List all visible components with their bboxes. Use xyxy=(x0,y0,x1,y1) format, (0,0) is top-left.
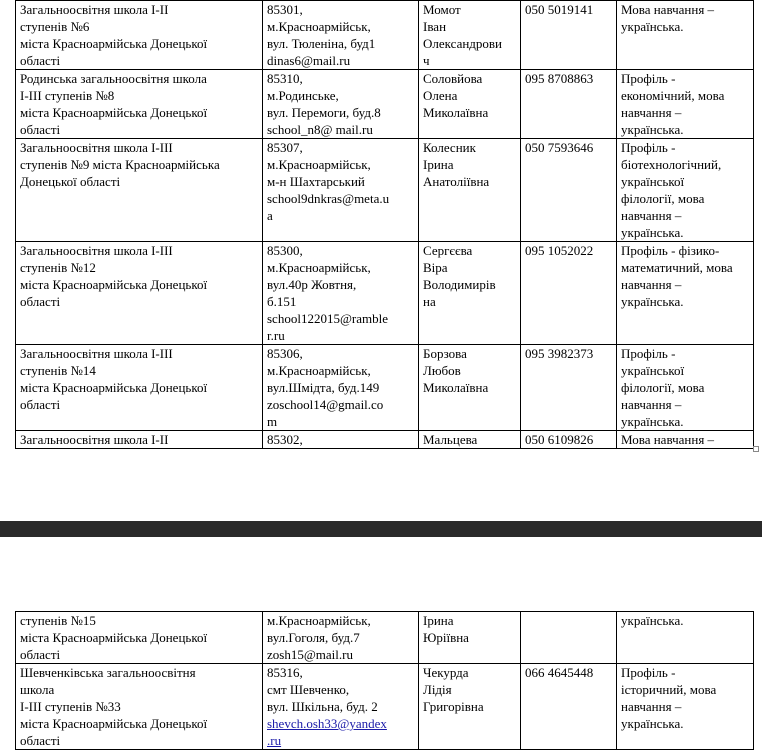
address-cell: 85300, м.Красноармійськ, вул.40р Жовтня, б.151 school122015@ramble r.ru xyxy=(263,242,419,345)
school-name-cell: Загальноосвітня школа І-ІІ xyxy=(16,431,263,449)
school-name-cell: Шевченківська загальноосвітня школа І-ІІІ ступенів №33 міста Красноармійська Донецької області xyxy=(16,664,263,750)
director-cell: Ірина Юріївна xyxy=(419,612,521,664)
director-cell: Момот Іван Олександрови ч xyxy=(419,1,521,70)
address-cell: 85306, м.Красноармійськ, вул.Шмідта, буд.149 zoschool14@gmail.co m xyxy=(263,345,419,431)
table-row xyxy=(16,664,754,750)
page-break-separator xyxy=(0,521,762,537)
table-row xyxy=(16,242,754,345)
profile-cell: Профіль - біотехнологічний, української філології, мова навчання – українська. xyxy=(617,139,754,242)
email-link-continued[interactable]: .ru xyxy=(267,733,282,748)
table-row xyxy=(16,70,754,139)
table-row xyxy=(16,612,754,664)
address-cell: м.Красноармійськ, вул.Гоголя, буд.7 zosh15@mail.ru xyxy=(263,612,419,664)
address-cell: 85310, м.Родинське, вул. Перемоги, буд.8 school_n8@ mail.ru xyxy=(263,70,419,139)
director-cell: Чекурда Лідія Григорівна xyxy=(419,664,521,750)
profile-cell: Профіль - історичний, мова навчання – українська. xyxy=(617,664,754,750)
address-cell: 85307, м.Красноармійськ, м-н Шахтарський school9dnkras@meta.u a xyxy=(263,139,419,242)
school-name-cell: ступенів №15 міста Красноармійська Донецької області xyxy=(16,612,263,664)
director-cell: Колесник Ірина Анатоліївна xyxy=(419,139,521,242)
profile-cell: Профіль - економічний, мова навчання – українська. xyxy=(617,70,754,139)
school-name-cell: Загальноосвітня школа І-ІІ ступенів №6 міста Красноармійська Донецької області xyxy=(16,1,263,70)
address-text: 85316, смт Шевченко, вул. Шкільна, буд. 2 xyxy=(267,665,378,714)
director-cell: Сергєєва Віра Володимирів на xyxy=(419,242,521,345)
phone-cell: 095 3982373 xyxy=(521,345,617,431)
phone-cell: 066 4645448 xyxy=(521,664,617,750)
school-name-cell: Загальноосвітня школа І-ІІІ ступенів №14 міста Красноармійська Донецької області xyxy=(16,345,263,431)
phone-cell xyxy=(521,612,617,664)
schools-table-page-1 xyxy=(15,0,754,449)
schools-table-page-2 xyxy=(15,611,754,750)
table-row xyxy=(16,431,754,449)
table-resize-handle[interactable] xyxy=(753,446,759,452)
table-row xyxy=(16,139,754,242)
address-cell: 85302, xyxy=(263,431,419,449)
school-name-cell: Загальноосвітня школа І-ІІІ ступенів №9 міста Красноармійська Донецької області xyxy=(16,139,263,242)
phone-cell: 095 8708863 xyxy=(521,70,617,139)
director-cell: Соловйова Олена Миколаївна xyxy=(419,70,521,139)
profile-cell: Профіль - української філології, мова навчання – українська. xyxy=(617,345,754,431)
profile-cell: Мова навчання – українська. xyxy=(617,1,754,70)
school-name-cell: Загальноосвітня школа І-ІІІ ступенів №12 міста Красноармійська Донецької області xyxy=(16,242,263,345)
phone-cell: 050 5019141 xyxy=(521,1,617,70)
address-cell xyxy=(263,664,419,750)
school-name-cell: Родинська загальноосвітня школа І-ІІІ ступенів №8 міста Красноармійська Донецької області xyxy=(16,70,263,139)
profile-cell: Мова навчання – xyxy=(617,431,754,449)
table-row xyxy=(16,345,754,431)
profile-cell: українська. xyxy=(617,612,754,664)
phone-cell: 095 1052022 xyxy=(521,242,617,345)
profile-cell: Профіль - фізико- математичний, мова навчання – українська. xyxy=(617,242,754,345)
phone-cell: 050 7593646 xyxy=(521,139,617,242)
director-cell: Борзова Любов Миколаївна xyxy=(419,345,521,431)
phone-cell: 050 6109826 xyxy=(521,431,617,449)
email-link[interactable]: shevch.osh33@yandex xyxy=(267,716,387,731)
table-row xyxy=(16,1,754,70)
director-cell: Мальцева xyxy=(419,431,521,449)
address-cell: 85301, м.Красноармійськ, вул. Тюленіна, буд1 dinas6@mail.ru xyxy=(263,1,419,70)
